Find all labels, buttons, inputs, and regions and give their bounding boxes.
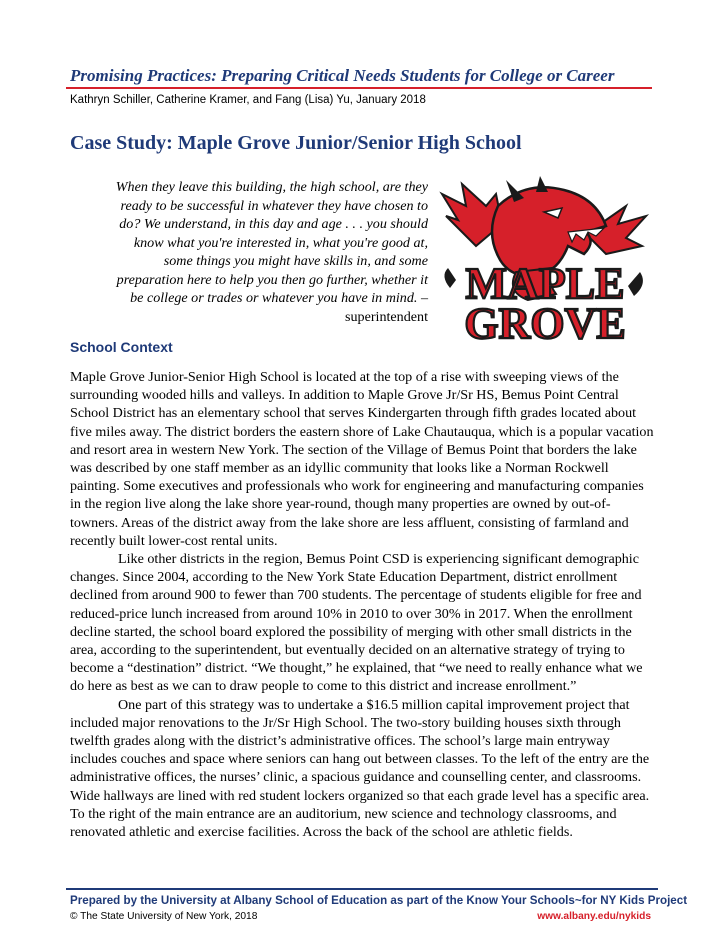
paragraph: Like other districts in the region, Bemus Point CSD is experiencing significant demographic changes. Since 2004, according to the New York State Education Department, district enrollment declined from around 900 to fewer than 700 students. The percentage of students eligible for free and reduced-price lunch increased from around 10% in 2010 to over 30% in 2017. When the enrollment decline started, the school board explored the possibility of merging with other small districts in the area, according to the superintendent, but eventually decided on an alternative strategy of trying to become a “destination” district. “We thought,” he explained, that “we need to really enhance what we do here as best as we can to draw people to come to this district and increase enrollment.”	[70, 551, 643, 695]
quote-line: When they leave this building, the high school, are they	[115, 179, 428, 195]
quote-line: be college or trades or whatever you have in mind. –	[130, 290, 428, 306]
quote-line: do? We understand, in this day and age . . . you should	[119, 216, 428, 232]
quote-line: ready to be successful in whatever they have chosen to	[120, 197, 428, 214]
paragraph: Maple Grove Junior-Senior High School is located at the top of a rise with sweeping views of the surrounding wooded hills and valleys. In addition to Maple Grove Jr/Sr HS, Bemus Point Central School District has an elementary school that serves Kindergarten through fifth grades located about five miles away. The district borders the eastern shore of Lake Chautauqua, which is a popular vacation and resort area in western New York. The section of the Village of Bemus Point that borders the lake was described by one staff member as an idyllic community that looks like a Norman Rockwell painting. Some executives and professionals who work for engineering and manufacturing companies in the region live along the lake shore year-round, though many properties are owned by out-of-towners. Areas of the district away from the lake shore are less affluent, consisting of farmland and recently built lower-cost rental units.	[70, 369, 654, 549]
section-heading: School Context	[70, 339, 173, 355]
paragraph: One part of this strategy was to undertake a $16.5 million capital improvement project that included major renovations to the Jr/Sr High School. The two-story building houses sixth through twelfth grades along with the district’s administrative offices. The school’s large main entryway includes couches and space where seniors can hang out between classes. To the left of the entry are the administrative offices, the nurses’ clinic, a spacious guidance and counselling center, and classrooms. Wide hallways are lined with red student lockers organized so that each grade level has a specific area. To the right of the main entrance are an auditorium, new science and technology classrooms, and renovated athletic and exercise facilities. Across the back of the school are athletic fields.	[70, 696, 650, 841]
quote-line: some things you might have skills in, and some	[163, 253, 428, 269]
case-study-title: Case Study: Maple Grove Junior/Senior High School	[70, 132, 522, 154]
quote-line: preparation here to help you then go further, whether it	[116, 271, 428, 288]
body-text	[70, 368, 654, 841]
header-rule	[66, 87, 652, 89]
pull-quote	[80, 178, 428, 326]
footer-copyright: © The State University of New York, 2018	[70, 911, 258, 922]
logo-text-grove: GROVE	[464, 299, 626, 344]
quote-line: know what you're interested in, what you're good at,	[133, 234, 428, 251]
series-title: Promising Practices: Preparing Critical Needs Students for College or Career	[70, 66, 615, 85]
footer-rule	[66, 888, 658, 890]
footer-prepared-by: Prepared by the University at Albany School of Education as part of the Know Your Schools~for NY Kids Project	[70, 894, 688, 907]
footer-url-link[interactable]: www.albany.edu/nykids	[537, 911, 651, 922]
maple-grove-logo	[436, 176, 654, 344]
quote-attribution: superintendent	[345, 308, 428, 325]
red-dragon-mascot-icon	[436, 176, 654, 344]
authors-line: Kathryn Schiller, Catherine Kramer, and Fang (Lisa) Yu, January 2018	[70, 94, 426, 106]
logo-text-maple: MAPLE	[465, 259, 625, 308]
